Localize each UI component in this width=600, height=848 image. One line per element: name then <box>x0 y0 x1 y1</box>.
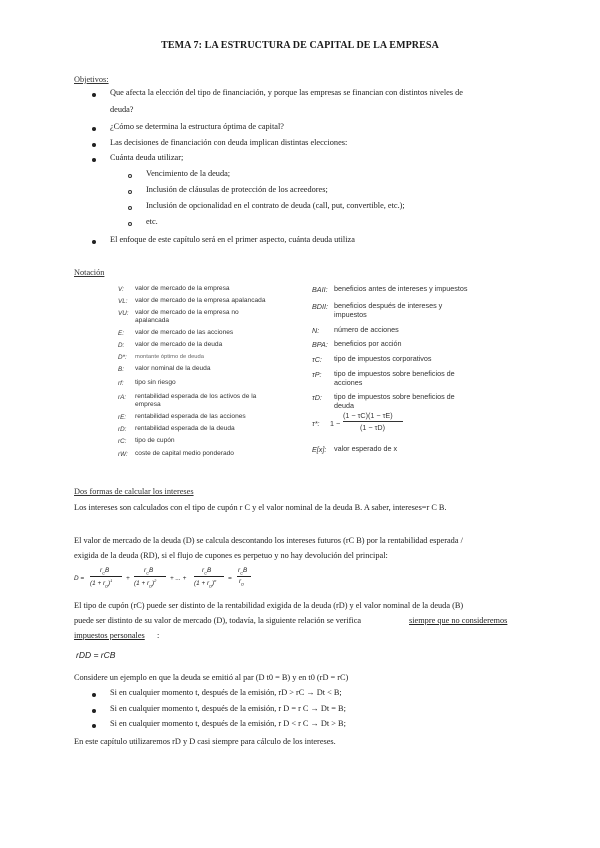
notation-symbol: BPA: <box>312 340 328 349</box>
tau-star-formula-denominator: (1 − τD) <box>360 423 386 432</box>
bullet-icon <box>92 709 96 713</box>
notation-definition: valor de mercado de la empresa apalancada <box>135 297 266 304</box>
notation-symbol: B: <box>118 366 124 373</box>
notation-symbol: N: <box>312 326 320 335</box>
page-title: TEMA 7: LA ESTRUCTURA DE CAPITAL DE LA EMPRESA <box>161 40 439 51</box>
paragraph: puede ser distinto de su valor de mercado (D), todavía, la siguiente relación se verifica <box>74 616 362 625</box>
notation-symbol: τC: <box>312 355 322 364</box>
emphasis-underlined: impuestos personales <box>74 631 145 640</box>
objetivo-5: El enfoque de este capítulo será en el primer aspecto, cuánta deuda utiliza <box>110 235 355 244</box>
emphasis-underlined: siempre que no consideremos <box>409 616 508 625</box>
notation-symbol: rA: <box>118 394 127 401</box>
notation-definition: tipo sin riesgo <box>135 379 176 386</box>
tau-star-formula-numerator: (1 − τC)(1 − τE) <box>343 411 393 420</box>
paragraph: Los intereses son calculados con el tipo de cupón r C y el valor nominal de la deuda B. A saber, intereses=r C B. <box>74 503 447 512</box>
bullet-icon <box>92 724 96 728</box>
notation-definition: tipo de impuestos sobre beneficios de <box>334 392 455 401</box>
notation-definition: beneficios por acción <box>334 339 402 348</box>
paragraph: El tipo de cupón (rC) puede ser distinto de la rentabilidad exigida de la deuda (rD) y el valor nominal de la deuda (B) <box>74 601 464 610</box>
tau-star-formula-lead: 1 − <box>330 419 341 428</box>
notation-symbol: D*: <box>118 354 127 361</box>
paragraph: En este capítulo utilizaremos rD y D casi siempre para cálculo de los intereses. <box>74 737 336 746</box>
bullet-icon <box>92 158 96 162</box>
notation-definition: valor de mercado de la empresa <box>135 285 230 292</box>
notacion-heading: Notación <box>74 268 105 277</box>
notation-symbol: VL: <box>118 298 128 305</box>
bullet-icon <box>92 240 96 244</box>
notation-symbol: τD: <box>312 393 322 402</box>
case-item: Si en cualquier momento t, después de la emisión, r D < r C → Dt > B; <box>110 719 346 728</box>
relation-equation: rDD = rCB <box>76 650 116 660</box>
notation-definition: beneficios después de intereses y <box>334 301 443 310</box>
notation-definition: rentabilidad esperada de los activos de la <box>135 393 257 400</box>
objetivo-1-cont: deuda? <box>110 105 134 114</box>
sub-item-4: etc. <box>146 217 158 226</box>
bullet-icon <box>92 93 96 97</box>
sub-bullet-icon <box>128 174 132 178</box>
notation-definition-cont: apalancada <box>135 317 170 324</box>
notation-definition: valor de mercado de las acciones <box>135 329 234 336</box>
discount-equation: D = $r_CB$ $(1 + r_D)^1$ + $r_CB$ $(1 + r_D)^2$ + ... + $r_CB$ $(1 + r_D)^n$ = $r_CB$ $r_D$ <box>74 565 294 593</box>
punctuation: : <box>157 631 160 640</box>
notation-definition: valor nominal de la deuda <box>135 365 211 372</box>
objetivo-4: Cuánta deuda utilizar; <box>110 153 184 162</box>
objetivos-heading: Objetivos: <box>74 75 109 84</box>
notation-symbol: rf: <box>118 380 124 387</box>
bullet-icon <box>92 127 96 131</box>
notation-symbol: VU: <box>118 310 129 317</box>
notation-definition: coste de capital medio ponderado <box>135 450 234 457</box>
equation-text <box>74 565 75 566</box>
notation-definition: valor de mercado de la empresa no <box>135 309 239 316</box>
sub-item-3: Inclusión de opcionalidad en el contrato de deuda (call, put, convertible, etc.); <box>146 201 405 210</box>
notation-symbol: rD: <box>118 426 127 433</box>
notation-symbol: V: <box>118 286 124 293</box>
notation-definition-cont: acciones <box>334 378 363 387</box>
notation-symbol: rC: <box>118 438 127 445</box>
paragraph: Considere un ejemplo en que la deuda se emitió al par (D t0 = B) y en t0 (rD = rC) <box>74 673 349 682</box>
objetivo-2: ¿Cómo se determina la estructura óptima de capital? <box>110 122 284 131</box>
case-item: Si en cualquier momento t, después de la emisión, r D = r C → Dt = B; <box>110 704 346 713</box>
notation-definition: tipo de impuestos sobre beneficios de <box>334 369 455 378</box>
notation-symbol: E: <box>118 330 124 337</box>
bullet-icon <box>92 693 96 697</box>
notation-definition: valor de mercado de la deuda <box>135 341 223 348</box>
sub-bullet-icon <box>128 222 132 226</box>
notation-definition: beneficios antes de intereses y impuestos <box>334 284 468 293</box>
paragraph: exigida de la deuda (RD), si el flujo de cupones es perpetuo y no hay devolución del principal: <box>74 551 388 560</box>
notation-definition: valor esperado de x <box>334 444 398 453</box>
notation-definition-cont: empresa <box>135 401 161 408</box>
notation-symbol: τP: <box>312 370 322 379</box>
notation-symbol: rE: <box>118 414 127 421</box>
sub-item-2: Inclusión de cláusulas de protección de los acreedores; <box>146 185 328 194</box>
sub-bullet-icon <box>128 190 132 194</box>
bullet-icon <box>92 143 96 147</box>
notation-symbol: BAII: <box>312 285 328 294</box>
notation-definition: rentabilidad esperada de las acciones <box>135 413 246 420</box>
notation-definition-cont: deuda <box>334 401 354 410</box>
paragraph: El valor de mercado de la deuda (D) se calcula descontando los intereses futuros (rC B) por la rentabilidad esperada / <box>74 536 463 545</box>
case-item: Si en cualquier momento t, después de la emisión, rD > rC → Dt < B; <box>110 688 342 697</box>
notation-symbol: BDII: <box>312 302 328 311</box>
objetivo-1: Que afecta la elección del tipo de financiación, y porque las empresas se financian con distintos niveles de <box>110 88 463 97</box>
notation-symbol: D: <box>118 342 125 349</box>
notation-definition: número de acciones <box>334 325 399 334</box>
notation-definition: tipo de impuestos corporativos <box>334 354 432 363</box>
fraction-line <box>343 421 403 422</box>
objetivo-3: Las decisiones de financiación con deuda implican distintas elecciones: <box>110 138 348 147</box>
notation-definition: rentabilidad esperada de la deuda <box>135 425 235 432</box>
sub-item-1: Vencimiento de la deuda; <box>146 169 231 178</box>
notation-symbol: τ*: <box>312 419 320 428</box>
sub-bullet-icon <box>128 206 132 210</box>
notation-definition-cont: impuestos <box>334 310 367 319</box>
notation-definition: tipo de cupón <box>135 437 175 444</box>
notation-symbol: E[x]: <box>312 445 327 454</box>
dos-formas-heading: Dos formas de calcular los intereses <box>74 487 194 496</box>
notation-symbol: rW: <box>118 451 128 458</box>
notation-definition: montante óptimo de deuda <box>135 354 204 360</box>
